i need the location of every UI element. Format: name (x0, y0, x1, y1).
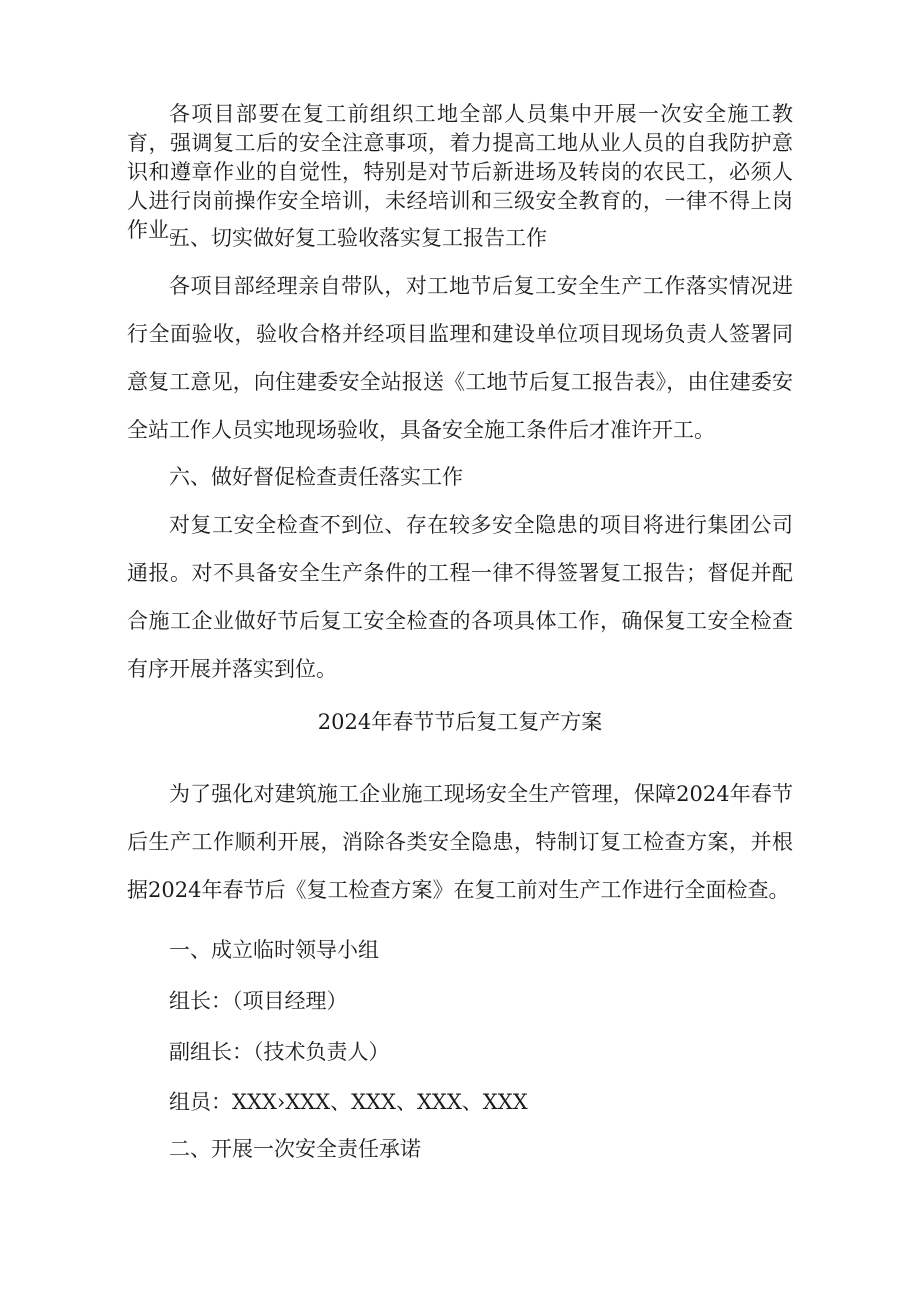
section-five-heading-block (127, 224, 793, 253)
section-one-heading: 一、成立临时领导小组 (169, 938, 379, 962)
section-five-paragraph-block (127, 262, 793, 454)
section-two-heading-block (127, 1134, 793, 1164)
section-one-heading-block (127, 935, 793, 965)
plan-paragraph: 为了强化对建筑施工企业施工现场安全生产管理，保障2024年春节后生产工作顺利开展，消除各类安全隐患，特制订复工检查方案，并根据2024年春节后《复工检查方案》在复工前对生产工作进行全面检查。 (127, 782, 793, 902)
section-two-heading: 二、开展一次安全责任承诺 (169, 1137, 421, 1161)
deputy-line: 副组长：（技术负责人） (169, 1040, 390, 1064)
members-line: 组员：XXX›XXX、XXX、XXX、XXX (169, 1090, 528, 1114)
document-title: 2024年春节节后复工复产方案 (317, 710, 603, 734)
intro-paragraph: 各项目部要在复工前组织工地全部人员集中开展一次安全施工教育，强调复工后的安全注意事项，着力提高工地从业人员的自我防护意识和遵章作业的自觉性，特别是对节后新进场及转岗的农民工，必须人人进行岗前操作安全培训，未经培训和三级安全教育的，一律不得上岗作业。 (127, 102, 793, 242)
section-six-heading-block (127, 463, 793, 492)
section-six-paragraph: 对复工安全检查不到位、存在较多安全隐患的项目将进行集团公司通报。对不具备安全生产条件的工程一律不得签署复工报告；督促并配合施工企业做好节后复工安全检查的各项具体工作，确保复工安全检查有序开展并落实到位。 (127, 513, 793, 681)
section-five-paragraph: 各项目部经理亲自带队，对工地节后复工安全生产工作落实情况进行全面验收，验收合格并经项目监理和建设单位项目现场负责人签署同意复工意见，向住建委安全站报送《工地节后复工报告表》，由住建委安全站工作人员实地现场验收，具备安全施工条件后才准许开工。 (127, 274, 793, 442)
section-six-heading: 六、做好督促检查责任落实工作 (169, 465, 463, 489)
leader-line: 组长：（项目经理） (169, 989, 348, 1013)
plan-paragraph-block (127, 770, 793, 914)
members-line-block (127, 1087, 793, 1117)
leader-line-block (127, 986, 793, 1016)
deputy-line-block (127, 1037, 793, 1067)
section-five-heading: 五、切实做好复工验收落实复工报告工作 (169, 226, 547, 250)
section-six-paragraph-block (127, 501, 793, 693)
